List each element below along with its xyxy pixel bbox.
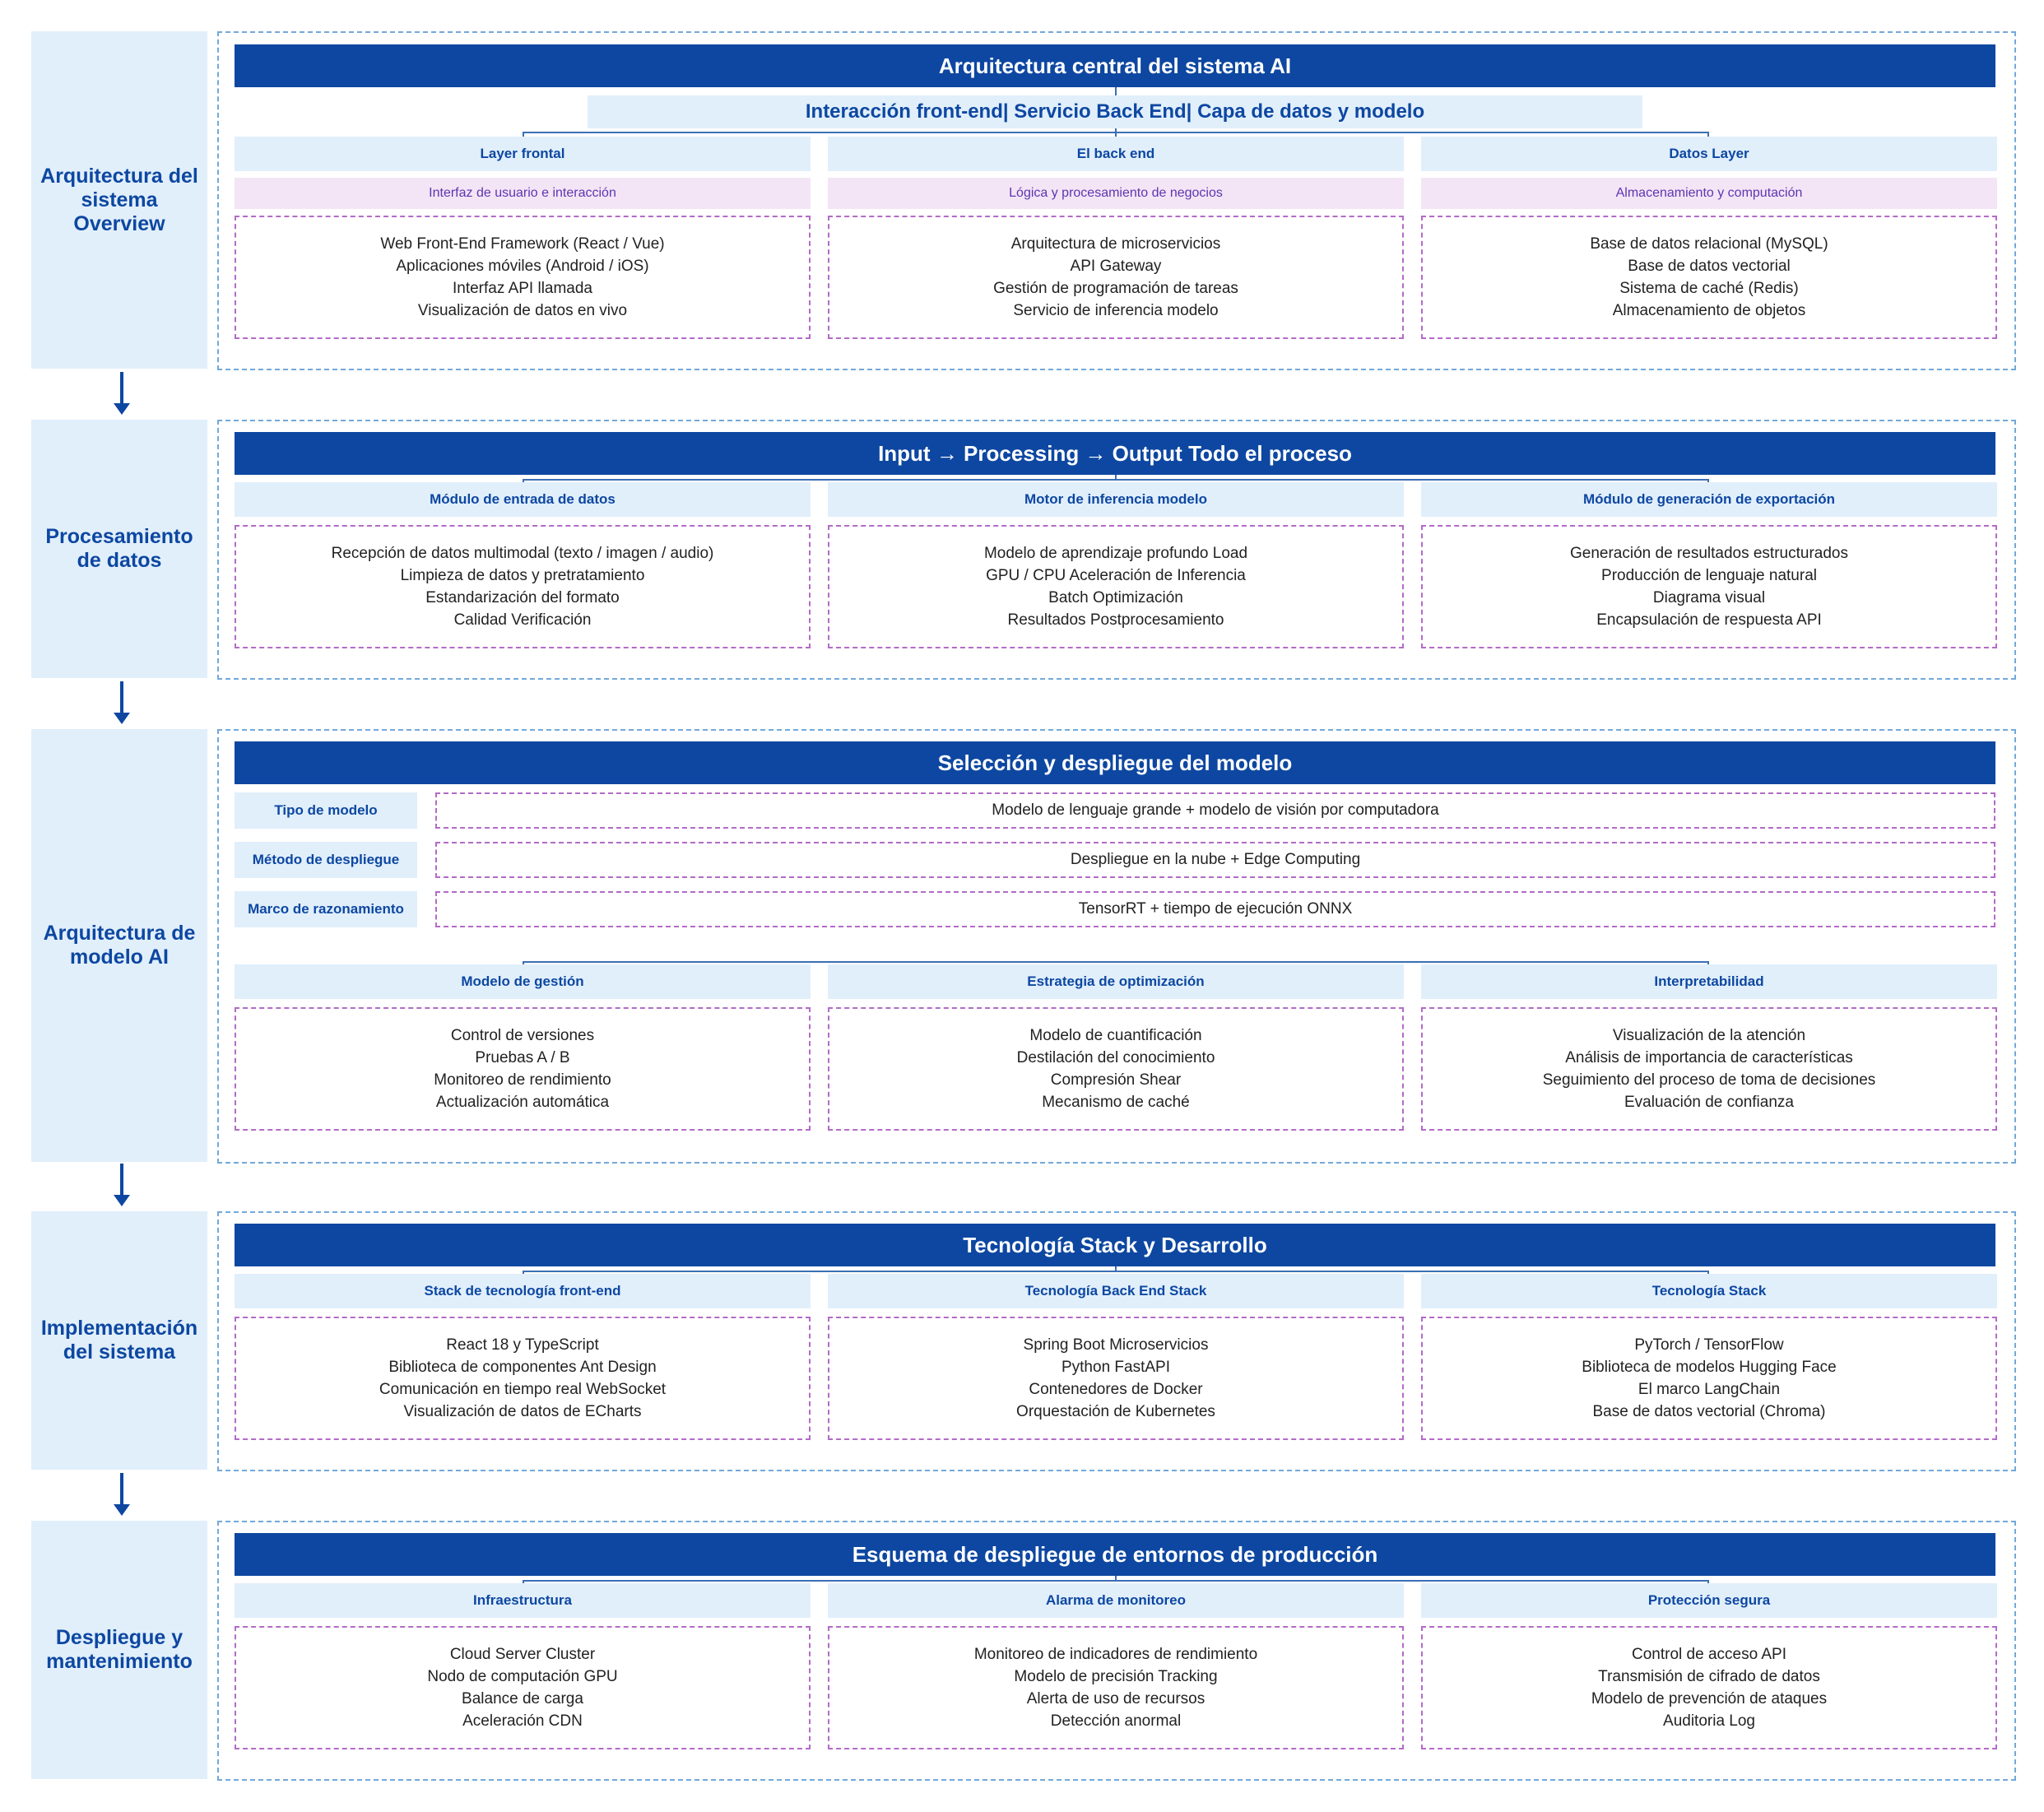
list-item: PyTorch / TensorFlow <box>1634 1336 1784 1354</box>
list-item: Interfaz API llamada <box>452 280 593 297</box>
list-item: Python FastAPI <box>1061 1359 1170 1376</box>
column-items <box>828 525 1404 648</box>
section-1-banner: Arquitectura central del sistema AI <box>235 44 1995 87</box>
column-items <box>1421 1007 1997 1131</box>
column-header: Módulo de generación de exportación <box>1421 482 1997 517</box>
arrow-down-icon <box>114 1195 130 1206</box>
section-3-banner: Selección y despliegue del modelo <box>235 741 1995 784</box>
list-item: Recepción de datos multimodal (texto / imagen / audio) <box>331 545 714 562</box>
section-1-title: Arquitectura del sistema Overview <box>31 31 207 369</box>
list-item: React 18 y TypeScript <box>446 1336 599 1354</box>
column-header: Datos Layer <box>1421 137 1997 171</box>
list-item: Generación de resultados estructurados <box>1570 545 1848 562</box>
list-item: Web Front-End Framework (React / Vue) <box>380 235 665 253</box>
list-item: Diagrama visual <box>1652 589 1766 606</box>
row-value-reasoning-framework: TensorRT + tiempo de ejecución ONNX <box>435 891 1995 927</box>
column-items <box>828 1317 1404 1440</box>
list-item: Almacenamiento de objetos <box>1612 302 1806 319</box>
list-item: Visualización de la atención <box>1612 1027 1806 1044</box>
row-value-model-type: Modelo de lenguaje grande + modelo de visión por computadora <box>435 792 1995 829</box>
list-item: Control de versiones <box>450 1027 595 1044</box>
list-item: GPU / CPU Aceleración de Inferencia <box>986 567 1246 584</box>
list-item: Evaluación de confianza <box>1624 1094 1794 1111</box>
column-subheader: Interfaz de usuario e interacción <box>235 178 811 209</box>
column-subheader: Almacenamiento y computación <box>1421 178 1997 209</box>
list-item: Limpieza de datos y pretratamiento <box>400 567 645 584</box>
arrow-down-icon <box>114 713 130 724</box>
list-item: Análisis de importancia de características <box>1565 1049 1853 1066</box>
list-item: Nodo de computación GPU <box>427 1668 618 1685</box>
list-item: Balance de carga <box>462 1690 583 1707</box>
list-item: Spring Boot Microservicios <box>1023 1336 1209 1354</box>
arrow-down-icon <box>114 1504 130 1516</box>
column-header: Interpretabilidad <box>1421 964 1997 999</box>
list-item: Base de datos relacional (MySQL) <box>1590 235 1828 253</box>
list-item: Destilación del conocimiento <box>1016 1049 1215 1066</box>
column-items <box>828 216 1404 339</box>
column-header: Layer frontal <box>235 137 811 171</box>
column-items <box>235 1007 811 1131</box>
column-items <box>235 1626 811 1749</box>
arrow-down-icon <box>114 403 130 415</box>
list-item: Modelo de prevención de ataques <box>1591 1690 1828 1707</box>
section-5-banner: Esquema de despliegue de entornos de producción <box>235 1533 1995 1576</box>
list-item: Modelo de aprendizaje profundo Load <box>983 545 1248 562</box>
list-item: Base de datos vectorial <box>1628 258 1791 275</box>
section-3-title: Arquitectura de modelo AI <box>31 729 207 1162</box>
section-4-banner: Tecnología Stack y Desarrollo <box>235 1224 1995 1266</box>
column-header: Estrategia de optimización <box>828 964 1404 999</box>
list-item: Seguimiento del proceso de toma de decisiones <box>1542 1071 1876 1089</box>
list-item: Mecanismo de caché <box>1042 1094 1190 1111</box>
list-item: Visualización de datos en vivo <box>417 302 628 319</box>
column-header: Módulo de entrada de datos <box>235 482 811 517</box>
column-items <box>1421 525 1997 648</box>
list-item: Base de datos vectorial (Chroma) <box>1592 1403 1826 1420</box>
list-item: Estandarización del formato <box>425 589 620 606</box>
list-item: El marco LangChain <box>1638 1381 1781 1398</box>
column-header: Modelo de gestión <box>235 964 811 999</box>
column-header: Protección segura <box>1421 1583 1997 1618</box>
column-items <box>1421 216 1997 339</box>
column-items <box>828 1626 1404 1749</box>
list-item: Servicio de inferencia modelo <box>1013 302 1219 319</box>
column-header: El back end <box>828 137 1404 171</box>
list-item: Modelo de cuantificación <box>1029 1027 1202 1044</box>
list-item: Pruebas A / B <box>475 1049 570 1066</box>
list-item: Biblioteca de modelos Hugging Face <box>1582 1359 1837 1376</box>
list-item: Biblioteca de componentes Ant Design <box>388 1359 657 1376</box>
column-header: Tecnología Back End Stack <box>828 1274 1404 1308</box>
list-item: Resultados Postprocesamiento <box>1007 611 1224 629</box>
column-items <box>1421 1317 1997 1440</box>
flow-arrow-3 <box>120 1164 123 1198</box>
section-1-subbanner: Interacción front-end| Servicio Back End| Capa de datos y modelo <box>588 95 1642 128</box>
list-item: Compresión Shear <box>1050 1071 1182 1089</box>
list-item: Visualización de datos de ECharts <box>403 1403 642 1420</box>
row-label-reasoning-framework: Marco de razonamiento <box>235 891 417 927</box>
column-header: Alarma de monitoreo <box>828 1583 1404 1618</box>
list-item: Batch Optimización <box>1048 589 1183 606</box>
list-item: Arquitectura de microservicios <box>1010 235 1221 253</box>
section-5-title: Despliegue y mantenimiento <box>31 1521 207 1779</box>
list-item: Actualización automática <box>435 1094 610 1111</box>
list-item: Gestión de programación de tareas <box>993 280 1238 297</box>
section-2-banner: Input → Processing → Output Todo el proceso <box>235 432 1995 475</box>
column-items <box>235 1317 811 1440</box>
row-label-deploy-method: Método de despliegue <box>235 842 417 878</box>
list-item: API Gateway <box>1070 258 1162 275</box>
list-item: Modelo de precisión Tracking <box>1014 1668 1218 1685</box>
list-item: Comunicación en tiempo real WebSocket <box>379 1381 667 1398</box>
list-item: Cloud Server Cluster <box>449 1646 596 1663</box>
column-header: Stack de tecnología front-end <box>235 1274 811 1308</box>
flow-arrow-2 <box>120 681 123 716</box>
section-4-title: Implementación del sistema <box>31 1211 207 1470</box>
column-items <box>235 525 811 648</box>
list-item: Sistema de caché (Redis) <box>1619 280 1799 297</box>
flow-arrow-1 <box>120 372 123 407</box>
list-item: Transmisión de cifrado de datos <box>1598 1668 1820 1685</box>
flow-arrow-4 <box>120 1473 123 1508</box>
list-item: Monitoreo de rendimiento <box>434 1071 611 1089</box>
list-item: Detección anormal <box>1050 1712 1182 1730</box>
row-label-model-type: Tipo de modelo <box>235 792 417 829</box>
column-items <box>235 216 811 339</box>
column-header: Motor de inferencia modelo <box>828 482 1404 517</box>
list-item: Aplicaciones móviles (Android / iOS) <box>396 258 649 275</box>
list-item: Calidad Verificación <box>453 611 592 629</box>
list-item: Aceleración CDN <box>462 1712 583 1730</box>
list-item: Monitoreo de indicadores de rendimiento <box>973 1646 1258 1663</box>
list-item: Alerta de uso de recursos <box>1026 1690 1205 1707</box>
column-subheader: Lógica y procesamiento de negocios <box>828 178 1404 209</box>
list-item: Contenedores de Docker <box>1029 1381 1203 1398</box>
list-item: Producción de lenguaje natural <box>1601 567 1817 584</box>
column-items <box>828 1007 1404 1131</box>
column-items <box>1421 1626 1997 1749</box>
list-item: Control de acceso API <box>1632 1646 1786 1663</box>
row-value-deploy-method: Despliegue en la nube + Edge Computing <box>435 842 1995 878</box>
section-2-title: Procesamiento de datos <box>31 420 207 678</box>
list-item: Auditoria Log <box>1663 1712 1755 1730</box>
column-header: Tecnología Stack <box>1421 1274 1997 1308</box>
list-item: Orquestación de Kubernetes <box>1016 1403 1215 1420</box>
column-header: Infraestructura <box>235 1583 811 1618</box>
list-item: Encapsulación de respuesta API <box>1596 611 1822 629</box>
